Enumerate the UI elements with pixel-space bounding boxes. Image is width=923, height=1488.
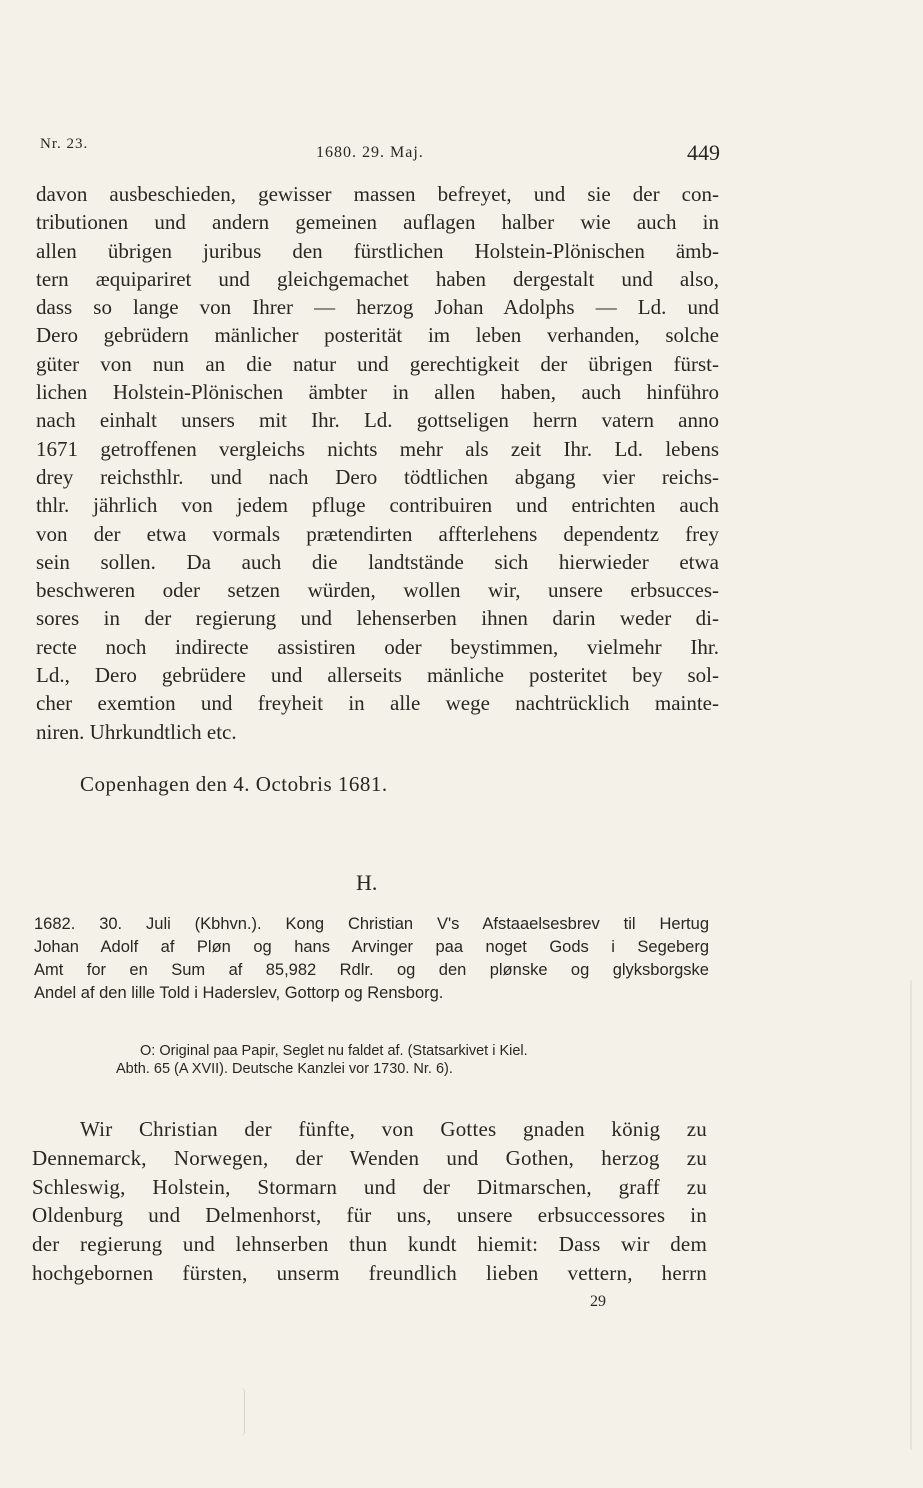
page-edge-shadow xyxy=(910,980,912,1450)
summary-line: Amt for en Sum af 85,982 Rdlr. og den plønske og glyksborgske xyxy=(34,961,709,979)
text-line: drey reichsthlr. und nach Dero tödtlichen abgang vier reichs- xyxy=(36,464,719,489)
text-line: lichen Holstein-Plönischen ämbter in allen haben, auch hinführo xyxy=(36,380,719,405)
text-line: Dennemarck, Norwegen, der Wenden und Gothen, herzog zu xyxy=(32,1145,707,1170)
header-date: 1680. 29. Maj. xyxy=(316,144,424,161)
text-line: beschweren oder setzen würden, wollen wir, unsere erbsucces- xyxy=(36,578,719,603)
text-line: sores in der regierung und lehenserben ihnen darin weder di- xyxy=(36,606,719,631)
main-text-block xyxy=(36,180,719,746)
text-line: thlr. jährlich von jedem pfluge contribuiren und entrichten auch xyxy=(36,493,719,518)
signature-mark: 29 xyxy=(590,1293,606,1310)
document-body xyxy=(32,1115,707,1288)
document-summary xyxy=(34,913,709,1005)
text-line: von der etwa vormals prætendirten affterlehens dependentz frey xyxy=(36,521,719,546)
place-date-signoff: Copenhagen den 4. Octobris 1681. xyxy=(80,772,388,796)
text-line: nach einhalt unsers mit Ihr. Ld. gottseligen herrn vatern anno xyxy=(36,408,719,433)
text-line: Schleswig, Holstein, Stormarn und der Ditmarschen, graff zu xyxy=(32,1174,707,1199)
text-line: dass so lange von Ihrer — herzog Johan Adolphs — Ld. und xyxy=(36,295,719,320)
text-line: Wir Christian der fünfte, von Gottes gnaden könig zu xyxy=(80,1117,707,1141)
text-line: cher exemtion und freyheit in alle wege nachtrücklich mainte- xyxy=(36,691,719,716)
source-line: Abth. 65 (A XVII). Deutsche Kanzlei vor 1730. Nr. 6). xyxy=(116,1061,453,1077)
text-line: tributionen und andern gemeinen auflagen halber wie auch in xyxy=(36,210,719,235)
text-line: sein sollen. Da auch die landtstände sich hierwieder etwa xyxy=(36,549,719,574)
source-note xyxy=(116,1042,708,1078)
page-header xyxy=(40,136,723,166)
text-line: davon ausbeschieden, gewisser massen befreyet, und sie der con- xyxy=(36,182,719,206)
text-line: recte noch indirecte assistiren oder beystimmen, vielmehr Ihr. xyxy=(36,634,719,659)
source-line: O: Original paa Papir, Seglet nu faldet af. (Statsarkivet i Kiel. xyxy=(140,1043,528,1059)
summary-line: 1682. 30. Juli (Kbhvn.). Kong Christian V's Afstaaelsesbrev til Hertug xyxy=(34,915,709,933)
text-line: Dero gebrüdern mänlicher posterität im leben verhanden, solche xyxy=(36,323,719,348)
text-line: Oldenburg und Delmenhorst, für uns, unsere erbsuccessores in xyxy=(32,1203,707,1228)
text-line: Ld., Dero gebrüdere und allerseits mänliche posteritet bey sol- xyxy=(36,663,719,688)
text-line: allen übrigen juribus den fürstlichen Holstein-Plönischen ämb- xyxy=(36,238,719,263)
text-line: 1671 getroffenen vergleichs nichts mehr als zeit Ihr. Ld. lebens xyxy=(36,436,719,461)
text-line: güter von nun an die natur und gerechtigkeit der übrigen fürst- xyxy=(36,351,719,376)
section-heading: H. xyxy=(356,870,378,895)
text-line: niren. Uhrkundtlich etc. xyxy=(36,719,237,744)
summary-line: Johan Adolf af Pløn og hans Arvinger paa noget Gods i Segeberg xyxy=(34,938,709,956)
text-line: hochgebornen fürsten, unserm freundlich lieben vettern, herrn xyxy=(32,1260,707,1285)
text-line: der regierung und lehnserben thun kundt hiemit: Dass wir dem xyxy=(32,1232,707,1257)
page-number: 449 xyxy=(687,140,720,165)
margin-bracket xyxy=(238,1388,245,1436)
document-number: Nr. 23. xyxy=(40,136,89,152)
summary-line: Andel af den lille Told i Haderslev, Gottorp og Rensborg. xyxy=(34,984,444,1002)
text-line: tern æquipariret und gleichgemachet haben dergestalt und also, xyxy=(36,266,719,291)
